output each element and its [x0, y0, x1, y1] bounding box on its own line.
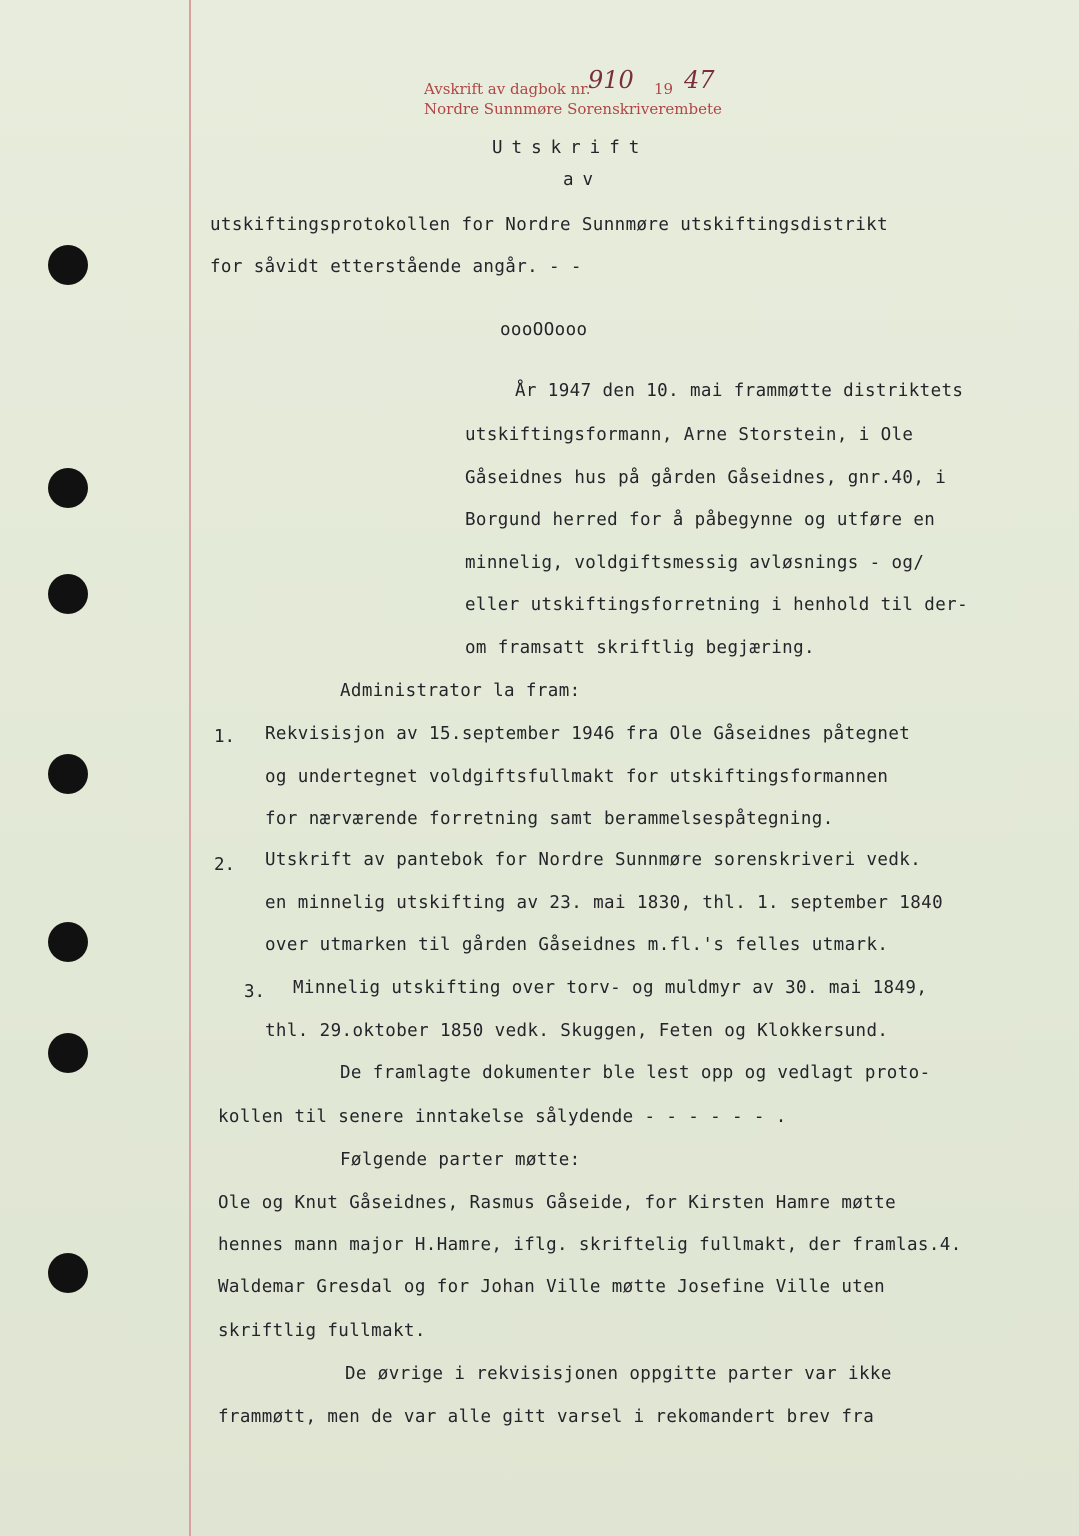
intro-line: Borgund herred for å påbegynne og utføre en	[465, 510, 936, 530]
punch-hole	[48, 245, 88, 285]
administrator-heading: Administrator la fram:	[340, 681, 581, 701]
punch-hole	[48, 1033, 88, 1073]
documents-line: kollen til senere inntakelse sålydende - - - - - - .	[218, 1107, 787, 1127]
others-line: frammøtt, men de var alle gitt varsel i rekomandert brev fra	[218, 1407, 875, 1427]
heading-line: for såvidt etterstående angår. - -	[210, 257, 582, 277]
doc-title: Utskrift	[492, 138, 649, 158]
punch-hole	[48, 468, 88, 508]
item-line: Rekvisisjon av 15.september 1946 fra Ole Gåseidnes påtegnet	[265, 724, 911, 744]
item-number: 1.	[214, 727, 236, 747]
item-line: en minnelig utskifting av 23. mai 1830, thl. 1. september 1840	[265, 893, 944, 913]
doc-title-av: av	[563, 170, 603, 190]
others-line: De øvrige i rekvisisjonen oppgitte parter var ikke	[345, 1364, 892, 1384]
parties-line: skriftlig fullmakt.	[218, 1321, 426, 1341]
intro-line: minnelig, voldgiftsmessig avløsnings - og/	[465, 553, 925, 573]
year-handwritten: 47	[684, 66, 715, 94]
documents-line: De framlagte dokumenter ble lest opp og vedlagt proto-	[340, 1063, 931, 1083]
item-line: og undertegnet voldgiftsfullmakt for utskiftingsformannen	[265, 767, 889, 787]
item-line: thl. 29.oktober 1850 vedk. Skuggen, Feten og Klokkersund.	[265, 1021, 889, 1041]
dagbok-number: 910	[588, 66, 634, 94]
margin-line	[189, 0, 191, 1536]
intro-line: Gåseidnes hus på gården Gåseidnes, gnr.40, i	[465, 468, 947, 488]
separator: oooOOooo	[500, 320, 588, 340]
parties-line: Ole og Knut Gåseidnes, Rasmus Gåseide, for Kirsten Hamre møtte	[218, 1193, 897, 1213]
parties-heading: Følgende parter møtte:	[340, 1150, 581, 1170]
item-line: over utmarken til gården Gåseidnes m.fl.'s felles utmark.	[265, 935, 889, 955]
punch-hole	[48, 754, 88, 794]
parties-line: Waldemar Gresdal og for Johan Ville møtte Josefine Ville uten	[218, 1277, 886, 1297]
stamp-year-prefix: 19	[654, 80, 674, 98]
intro-line: utskiftingsformann, Arne Storstein, i Ole	[465, 425, 914, 445]
punch-hole	[48, 574, 88, 614]
item-line: Minnelig utskifting over torv- og muldmyr av 30. mai 1849,	[293, 978, 928, 998]
item-number: 2.	[214, 855, 236, 875]
intro-line: År 1947 den 10. mai frammøtte distriktets	[515, 381, 964, 401]
heading-line: utskiftingsprotokollen for Nordre Sunnmøre utskiftingsdistrikt	[210, 215, 889, 235]
parties-line: hennes mann major H.Hamre, iflg. skriftelig fullmakt, der framlas.4.	[218, 1235, 962, 1255]
intro-line: om framsatt skriftlig begjæring.	[465, 638, 815, 658]
stamp-dagbok-prefix: Avskrift av dagbok nr.	[424, 80, 591, 98]
item-line: Utskrift av pantebok for Nordre Sunnmøre sorenskriveri vedk.	[265, 850, 922, 870]
stamp-office: Nordre Sunnmøre Sorenskriverembete	[424, 100, 722, 118]
intro-line: eller utskiftingsforretning i henhold til der-	[465, 595, 969, 615]
item-number: 3.	[244, 982, 266, 1002]
punch-hole	[48, 922, 88, 962]
item-line: for nærværende forretning samt berammelsespåtegning.	[265, 809, 834, 829]
punch-hole	[48, 1253, 88, 1293]
